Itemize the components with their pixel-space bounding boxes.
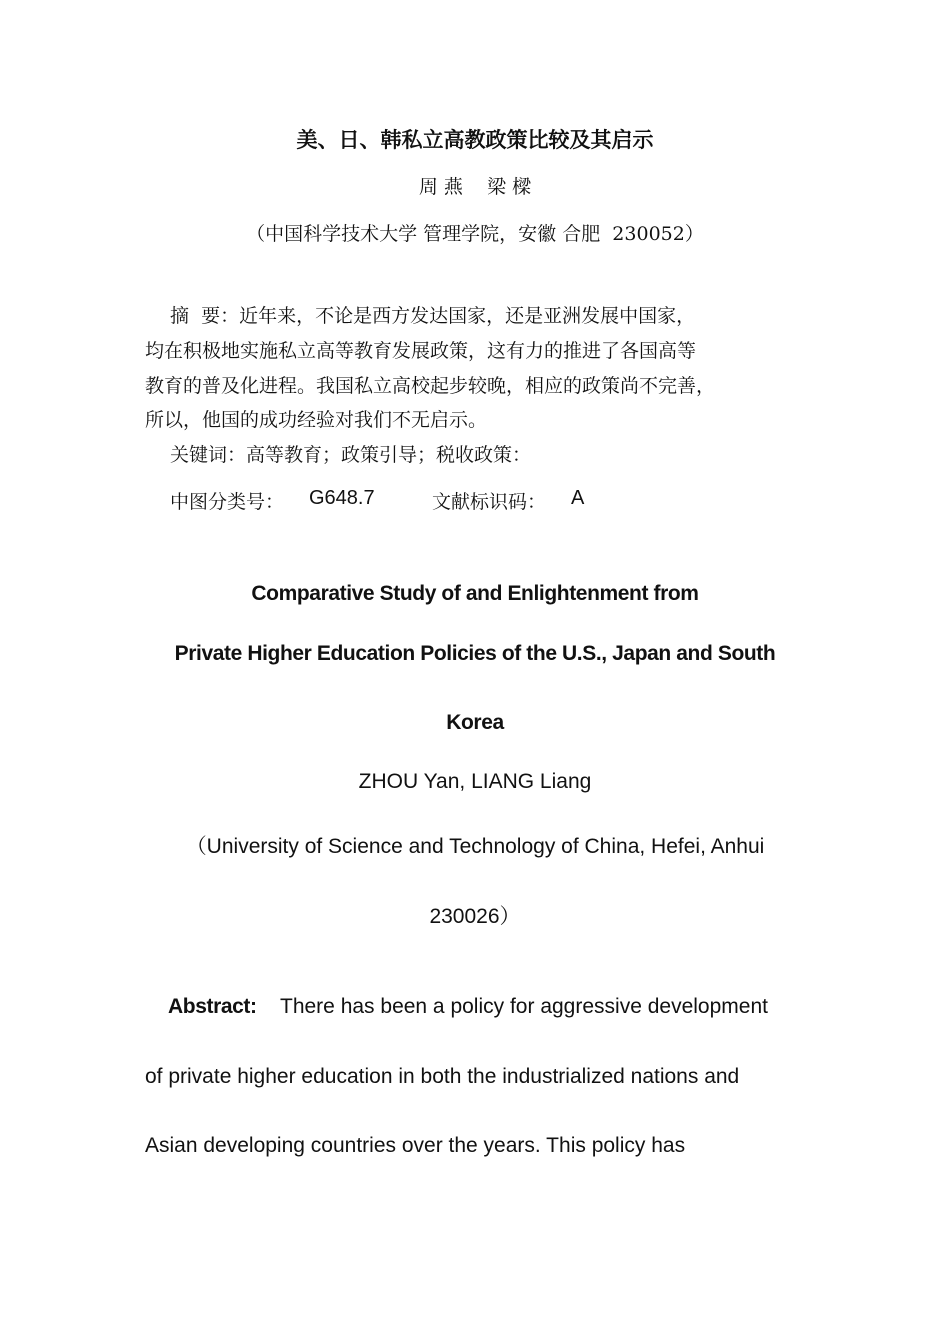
cn-abstract-line: 教育的普及化进程。我国私立高校起步较晚，相应的政策尚不完善， — [145, 375, 716, 397]
cn-abstract-line: 所以，他国的成功经验对我们不无启示。 — [145, 409, 488, 431]
cn-abstract-line: 均在积极地实施私立高等教育发展政策，这有力的推进了各国高等 — [145, 340, 697, 362]
cn-classification-value: G648.7 — [309, 487, 375, 509]
cn-affiliation: （中国科学技术大学 管理学院，安徽 合肥 230052） — [246, 223, 704, 245]
en-affiliation-line: 230026） — [429, 905, 521, 928]
en-authors: ZHOU Yan, LIANG Liang — [358, 770, 592, 793]
en-abstract-label: Abstract: — [168, 995, 257, 1018]
cn-authors: 周 燕 梁 樑 — [418, 176, 532, 198]
en-affiliation-line: （University of Science and Technology of China, Hefei, Anhui — [185, 835, 765, 858]
cn-doc-code-label: 文献标识码： — [432, 491, 547, 513]
en-abstract-first-line: There has been a policy for aggressive development — [280, 995, 768, 1018]
en-abstract-line: of private higher education in both the industrialized nations and — [145, 1065, 740, 1088]
cn-keywords: 关键词：高等教育；政策引导；税收政策： — [170, 444, 532, 466]
en-title-line: Comparative Study of and Enlightenment from — [251, 582, 699, 605]
en-title-line: Korea — [446, 711, 504, 734]
cn-classification-label: 中图分类号： — [170, 491, 285, 513]
cn-doc-code-value: A — [571, 487, 585, 509]
cn-title: 美、日、韩私立高教政策比较及其启示 — [296, 127, 654, 152]
en-title-line: Private Higher Education Policies of the U.S., Japan and South — [174, 642, 776, 665]
en-abstract-line: Asian developing countries over the years. This policy has — [145, 1134, 686, 1157]
cn-abstract-line: 摘 要：近年来，不论是西方发达国家，还是亚洲发展中国家， — [170, 305, 696, 327]
